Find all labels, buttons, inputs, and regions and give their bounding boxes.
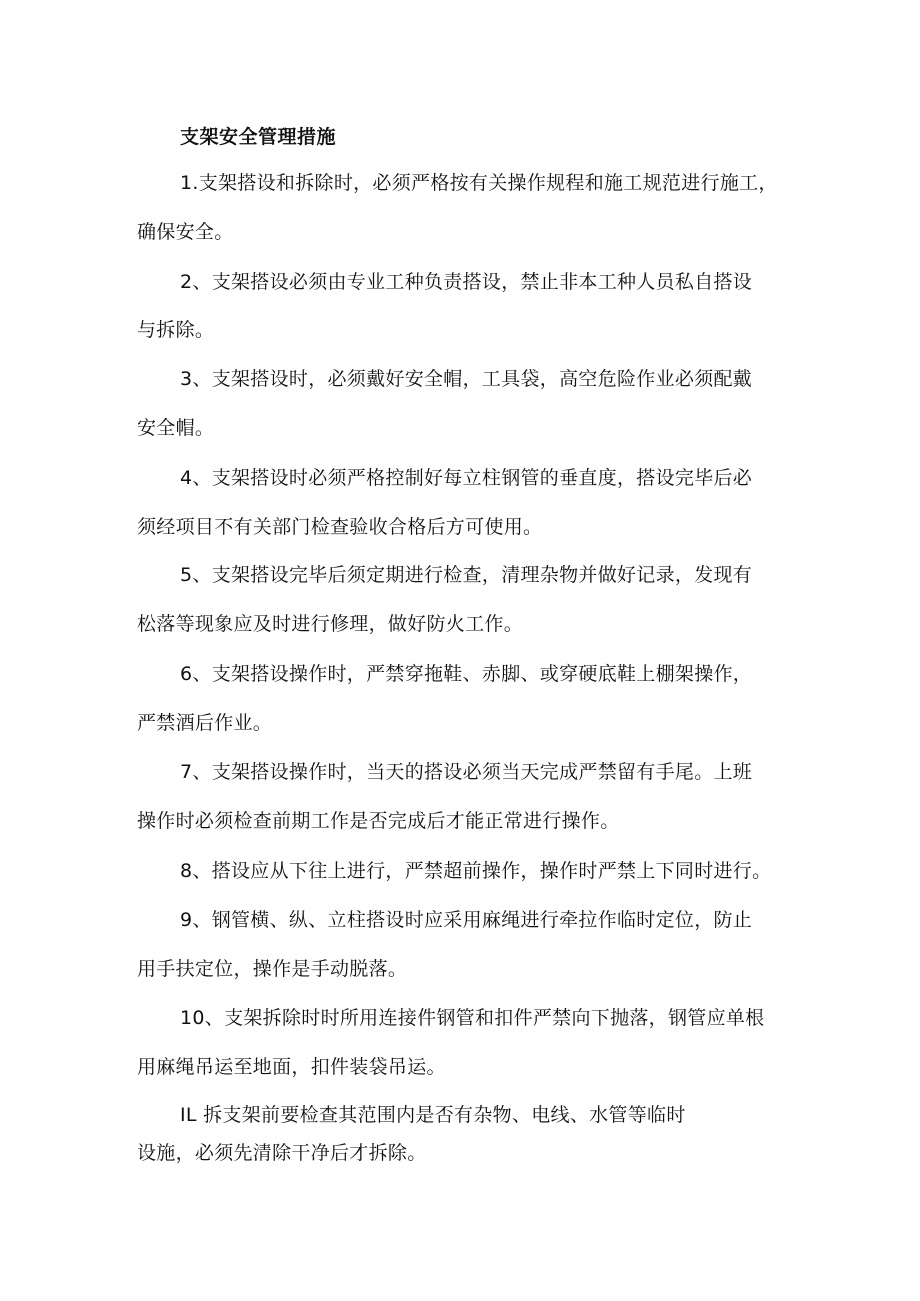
paragraph-11-line-1: IL 拆支架前要检查其范围内是否有杂物、电线、水管等临时 xyxy=(180,1104,686,1126)
paragraph-10-line-2: 用麻绳吊运至地面，扣件装袋吊运。 xyxy=(137,1056,446,1078)
paragraph-5-line-1: 5、支架搭设完毕后须定期进行检查，清理杂物并做好记录，发现有 xyxy=(180,564,753,586)
paragraph-6-line-2: 严禁酒后作业。 xyxy=(137,712,273,734)
paragraph-7-line-1: 7、支架搭设操作时，当天的搭设必须当天完成严禁留有手尾。上班 xyxy=(180,761,753,783)
paragraph-8-line-1: 8、搭设应从下往上进行，严禁超前操作，操作时严禁上下同时进行。 xyxy=(180,860,772,882)
paragraph-6-line-1: 6、支架搭设操作时，严禁穿拖鞋、赤脚、或穿硬底鞋上棚架操作， xyxy=(180,663,753,685)
paragraph-3-line-2: 安全帽。 xyxy=(137,417,215,439)
paragraph-1-line-2: 确保安全。 xyxy=(137,221,234,243)
paragraph-9-line-2: 用手扶定位，操作是手动脱落。 xyxy=(137,958,408,980)
paragraph-3-line-1: 3、支架搭设时，必须戴好安全帽，工具袋，高空危险作业必须配戴 xyxy=(180,368,753,390)
paragraph-2-line-1: 2、支架搭设必须由专业工种负责搭设，禁止非本工种人员私自搭设 xyxy=(180,271,753,293)
paragraph-11-line-2: 设施，必须先清除干净后才拆除。 xyxy=(137,1142,427,1164)
paragraph-9-line-1: 9、钢管横、纵、立柱搭设时应采用麻绳进行牵拉作临时定位，防止 xyxy=(180,909,753,931)
paragraph-2-line-2: 与拆除。 xyxy=(137,319,215,341)
paragraph-10-line-1: 10、支架拆除时时所用连接件钢管和扣件严禁向下抛落，钢管应单根 xyxy=(180,1007,765,1029)
paragraph-5-line-2: 松落等现象应及时进行修理，做好防火工作。 xyxy=(137,613,524,635)
paragraph-1-line-1: 1.支架搭设和拆除时，必须严格按有关操作规程和施工规范进行施工， xyxy=(180,172,778,194)
document-title: 支架安全管理措施 xyxy=(180,126,337,148)
paragraph-4-line-2: 须经项目不有关部门检查验收合格后方可使用。 xyxy=(137,516,543,538)
paragraph-4-line-1: 4、支架搭设时必须严格控制好每立柱钢管的垂直度，搭设完毕后必 xyxy=(180,467,753,489)
paragraph-7-line-2: 操作时必须检查前期工作是否完成后才能正常进行操作。 xyxy=(137,810,620,832)
